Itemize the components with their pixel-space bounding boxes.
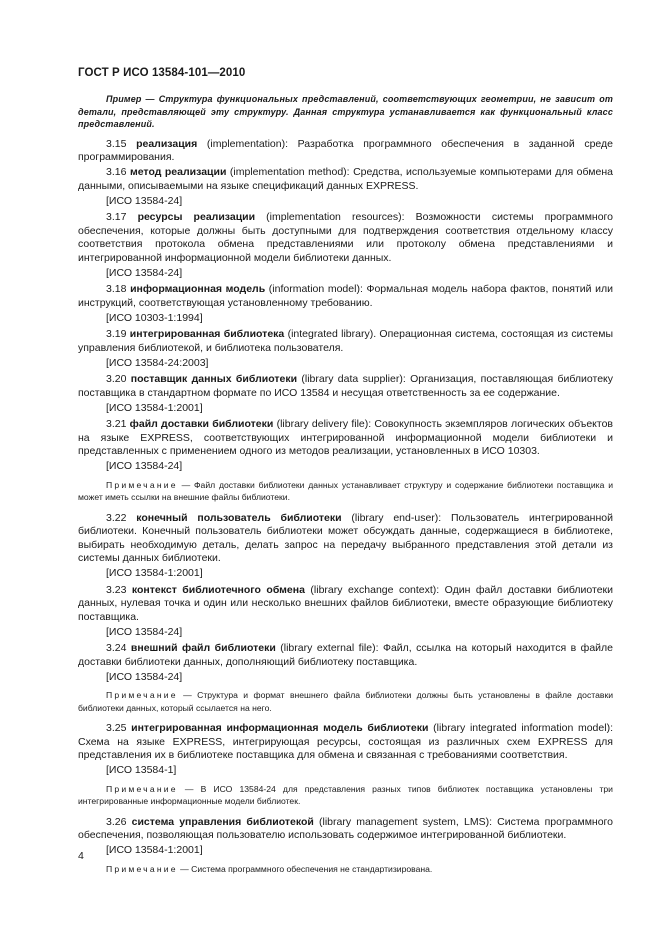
source-reference: [ИСО 13584-1:2001] [106,401,203,414]
note-text: В ИСО 13584-24 для представления разных типов библиотек поставщика установлены три интегрированные информационные модели библиотек. [78,783,613,806]
document-body [78,93,613,883]
entry-number: 3.26 [106,815,127,828]
source-reference: [ИСО 13584-24] [106,670,183,683]
term-entry [78,283,613,310]
term-name: поставщик данных библиотеки [130,373,298,385]
term-name: контекст библиотечного обмена [131,583,305,596]
term-entry [78,166,613,193]
term-name: система управления библиотекой [131,815,314,828]
note-text: Система программного обеспечения не стандартизирована. [191,863,433,874]
term-name: интегрированная информационная модель библиотеки [131,722,429,734]
term-definition: (library integrated information model): Схема на языке EXPRESS, интегрирующая ресурсы, состоящая из различных схем EXPRESS для представления их в библиотеке поставщика для обмена и связанная с требованиями соответствия. [78,722,613,761]
term-entry [78,418,613,459]
term-definition: (library external file): Файл, ссылка на который находится в файле доставки библиотеки данных, дополняющий библиотеку поставщика. [78,642,613,668]
term-definition: (implementation): Разработка программного обеспечения в заданной среде программирования. [78,137,613,163]
term-entry [78,373,613,400]
term-definition: (integrated library). Операционная система, состоящая из системы управления библиотекой, и библиотека пользователя. [78,328,613,354]
note: Примечание — В ИСО 13584-24 для представления разных типов библиотек поставщика установлены три интегрированные информационные модели библиотек. [78,783,613,806]
note: Примечание — Файл доставки библиотеки данных устанавливает структуру и содержание библиотеки поставщика и может иметь ссылки на внешние файлы библиотеки. [78,479,613,502]
term-definition: (library management system, LMS): Система программного обеспечения, позволяющая пользователю использовать содержимое интегрированной библиотеки. [78,815,613,841]
entry-number: 3.16 [106,166,127,178]
standard-header: ГОСТ Р ИСО 13584-101—2010 [78,67,246,79]
term-name: файл доставки библиотеки [129,418,274,430]
note-text: Структура и формат внешнего файла библиотеки должны быть установлены в файле доставки библиотеки данных, который ссылается на него. [78,690,614,713]
term-entry [78,211,613,265]
entry-number: 3.24 [106,642,127,654]
term-name: информационная модель [130,283,266,295]
entry-number: 3.18 [106,283,127,295]
term-entry [78,642,613,669]
entry-number: 3.25 [106,722,127,734]
example-paragraph: Пример — Структура функциональных представлений, соответствующих геометрии, не зависит от детали, представляющей эту структуру. Данная структура устанавливается как функциональный класс представлений. [78,94,613,129]
entry-number: 3.21 [106,418,127,430]
term-definition: (information model): Формальная модель набора фактов, понятий или инструкций, соответствующая установленному требованию. [78,283,614,309]
source-reference: [ИСО 13584-24] [106,625,183,638]
term-name: метод реализации [129,166,227,178]
source-reference: [ИСО 13584-1:2001] [106,844,203,856]
source-reference: [ИСО 13584-24] [106,460,183,472]
note-label: Примечание [106,863,178,874]
note: Примечание — Структура и формат внешнего файла библиотеки должны быть установлены в файле доставки библиотеки данных, который ссылается на него. [78,690,614,713]
term-name: ресурсы реализации [137,211,256,223]
note-label: Примечание [106,690,178,700]
term-definition: (implementation method): Средства, используемые компьютерами для обмена данными, описываемыми на языке спецификаций данных EXPRESS. [78,166,613,192]
term-name: внешний файл библиотеки [130,642,276,654]
note: Примечание — Система программного обеспечения не стандартизирована. [106,863,433,874]
term-entry [78,138,613,165]
entry-number: 3.22 [106,511,127,524]
term-name: конечный пользователь библиотеки [136,511,342,524]
note-text: Файл доставки библиотеки данных устанавливает структуру и содержание библиотеки поставщика и может иметь ссылки на внешние файлы библиотеки. [78,479,613,502]
note-label: Примечание [106,479,178,490]
term-name: интегрированная библиотека [129,328,285,340]
term-definition: (library end-user): Пользователь интегрированной библиотеки. Конечный пользователь библиотеки может обсуждать данные, содержащиеся в библиотеке, выбирать необходимую деталь, делать запрос на передачу выбранного представления этой детали из системы данных библиотеки. [78,511,613,564]
term-definition: (library data supplier): Организация, поставляющая библиотеку поставщика в стандартном формате по ИСО 13584 и несущая ответственность за ее содержание. [78,373,613,399]
source-reference: [ИСО 13584-1] [106,764,177,776]
source-reference: [ИСО 13584-24] [106,194,183,207]
term-entry [78,328,613,355]
note-label: Примечание [106,783,178,794]
term-entry [78,584,613,625]
source-reference: [ИСО 13584-1:2001] [106,567,203,579]
entry-number: 3.23 [106,583,127,596]
entry-number: 3.17 [106,211,127,223]
term-entry [78,512,613,566]
entry-number: 3.20 [106,373,127,385]
source-reference: [ИСО 13584-24:2003] [106,356,209,369]
term-definition: (library delivery file): Совокупность экземпляров логических объектов на языке EXPRESS, соответствующих интегрированной информационной модели библиотеки и представленных с применением одного из методов реализации, установленных в ИСО 10303. [78,418,613,457]
page-number: 4 [78,850,84,862]
entry-number: 3.15 [106,137,127,150]
source-reference: [ИСО 10303-1:1994] [106,311,203,324]
term-name: реализация [136,137,198,150]
term-entry [78,816,613,843]
source-reference: [ИСО 13584-24] [106,266,183,279]
term-definition: (library exchange context): Один файл доставки библиотеки данных, нулевая точка и один или несколько внешних файлов библиотеки, вместе образующие библиотеку поставщика. [78,583,614,623]
term-entry [78,722,613,763]
term-definition: (implementation resources): Возможности системы программного обеспечения, которые должны быть доступными для подтверждения соответствия отдельному классу соответствия протокола обмена представлениями или протоколу обмена представлениями и интегрированной информационной модели библиотеки данных. [78,211,613,264]
entry-number: 3.19 [106,328,127,340]
